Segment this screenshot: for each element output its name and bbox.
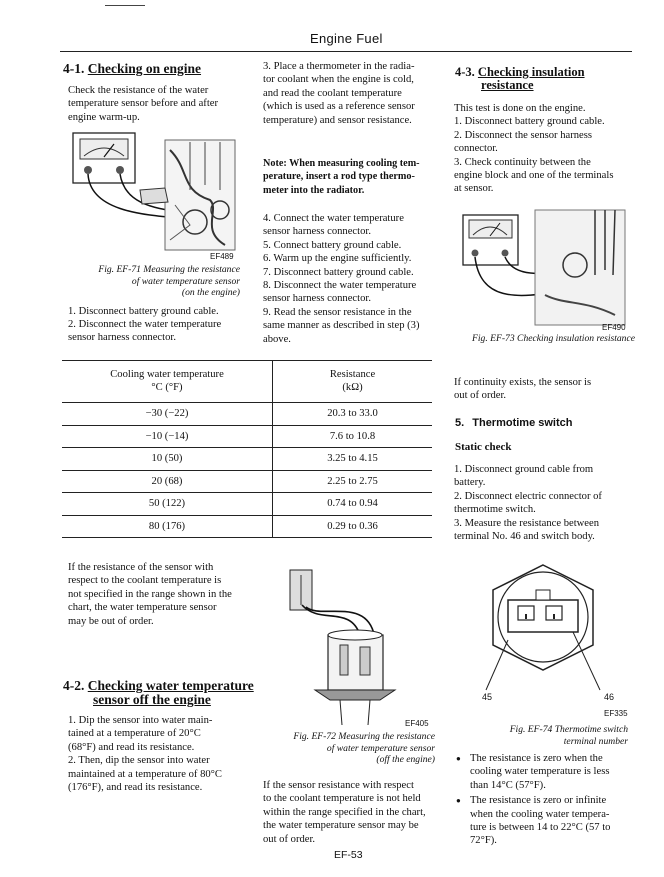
header-res-label: Resistance [329,369,376,380]
section-number: 4-3. [455,65,475,79]
header-temp-label: Cooling water temperature [110,369,224,380]
section-title-line1: Checking insulation [477,65,585,79]
terminal-45-label: 45 [482,692,493,702]
figure-ef74-thermotime-switch [478,560,608,695]
steps-4-to-9: 4. Connect the water temperature sensor harness connector. 5. Connect battery ground cable. 6. Warm up the engine sufficiently. 7. Disconnect battery ground cable. 8. Disconnect the water temperature sensor harness connector. 9. Read the sensor resistance in the same manner as described in step (3) above. [263,213,420,345]
section-title-line1: Checking water temperature [87,678,254,693]
top-rule-short [105,5,145,6]
table-row [62,470,432,493]
section-number: 4-2. [63,678,85,693]
figure-ef72-caption: Fig. EF-72 Measuring the resistance of water temperature sensor (off the engine) [293,731,435,765]
table-header-resistance [273,361,432,402]
measurement-note: Note: When measuring cooling tem- perature, insert a rod type thermo- meter into the radiator. [263,158,420,196]
temperature-cell: −10 (−14) [62,426,273,448]
section-4-3-text: This test is done on the engine. 1. Disconnect battery ground cable. 2. Disconnect the sensor harness connector. 3. Check continuity between the engine block and one of the terminals at sensor. [454,103,614,195]
header-rule [60,51,632,52]
bullet-zero-below-14c: ● The resistance is zero when the cooling water temperature is less than 14°C (57°F). [456,752,628,792]
step-2-disconnect-connector: 2. Disconnect the water temperature sensor harness connector. [68,319,222,344]
header-res-unit: (kΩ) [342,382,363,393]
resistance-table [62,360,432,538]
resistance-cell: 0.74 to 0.94 [327,498,378,509]
section-title: Checking on engine [87,61,202,76]
out-of-range-note: If the resistance of the sensor with respect to the coolant temperature is not specified in the range shown in the chart, the water temperature sensor may be out of order. [68,562,232,627]
section-title-line2: sensor off the engine [93,692,211,707]
temperature-cell: −30 (−22) [62,403,273,425]
resistance-cell: 3.25 to 4.15 [327,453,378,464]
step-1-disconnect-battery: 1. Disconnect battery ground cable. [68,306,219,317]
section-number: 4-1. [63,61,85,76]
temperature-cell: 10 (50) [62,448,273,470]
section-5-heading [455,417,573,429]
table-row [62,425,432,448]
resistance-cell: 0.29 to 0.36 [327,520,378,532]
section-number: 5. [455,417,465,429]
figure-ef71-illustration [70,130,240,260]
figure-ef73-caption: Fig. EF-73 Checking insulation resistance [472,333,635,344]
section-title-line2: resistance [481,78,534,92]
figure-ef71-code: EF489 [210,252,234,261]
figure-ef73-illustration [455,205,630,330]
table-bottom-rule [62,537,432,538]
resistance-cell: 20.3 to 33.0 [327,408,378,419]
resistance-bullets [456,752,628,848]
table-row [62,402,432,425]
figure-ef72-illustration [280,565,430,725]
section-4-3-heading [455,66,585,92]
figure-ef74-caption: Fig. EF-74 Thermotime switch terminal number [509,724,628,747]
figure-ef72-code: EF405 [405,719,429,728]
resistance-cell: 7.6 to 10.8 [329,430,376,442]
table-row [62,447,432,470]
terminal-46-label: 46 [604,692,615,702]
figure-ef74-code: EF335 [604,709,628,718]
section-title: Thermotime switch [472,417,573,429]
section-4-2-text: 1. Dip the sensor into water main- tained at a temperature of 20°C (68°F) and read its resistance. 2. Then, dip the sensor into water maintained at a temperature of 80°C (176°F), and read its resistance. [68,715,222,794]
step-3-thermometer: 3. Place a thermometer in the radia- tor coolant when the engine is cold, and read the coolant temperature (which is used as a reference sensor temperature) and sensor resistance. [263,61,415,126]
figure-ef71-caption: Fig. EF-71 Measuring the resistance of water temperature sensor (on the engine) [98,264,240,298]
static-check-heading: Static check [455,441,512,453]
table-row [62,515,432,538]
page-number: EF-53 [334,849,363,861]
table-row [62,492,432,515]
header-temp-unit: °C (°F) [151,382,183,393]
temperature-cell: 50 (122) [62,493,273,515]
table-body [62,402,432,538]
page-header-title: Engine Fuel [310,31,383,46]
table-header-temperature [62,361,273,402]
section-4-2-heading [63,679,254,707]
figure-ef73-code: EF490 [602,323,626,332]
bullet-zero-or-infinite: ● The resistance is zero or infinite when the cooling water tempera- ture is between 14 to 22°C (57 to 72°F). [456,794,628,848]
resistance-cell: 2.25 to 2.75 [327,475,378,487]
out-of-chart-note: If the sensor resistance with respect to the coolant temperature is not held within the range specified in the chart, the water temperature sensor may be out of order. [263,780,426,845]
temperature-cell: 20 (68) [62,471,273,493]
continuity-result: If continuity exists, the sensor is out of order. [454,377,592,402]
static-check-steps: 1. Disconnect ground cable from battery. 2. Disconnect electric connector of thermotime switch. 3. Measure the resistance between terminal No. 46 and switch body. [454,464,602,543]
temperature-cell: 80 (176) [62,516,273,538]
section-4-1-heading [63,61,201,76]
section-4-1-intro: Check the resistance of the water temperature sensor before and after engine warm-up. [68,85,218,123]
